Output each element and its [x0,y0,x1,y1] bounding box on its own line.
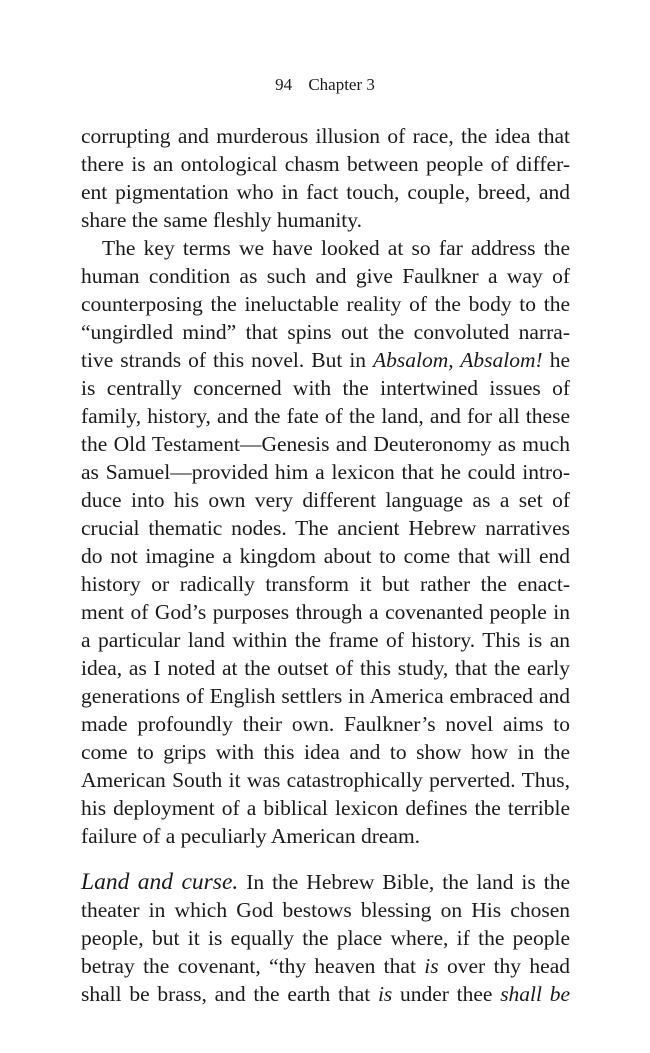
text-line: come to grips with this idea and to show how in the [81,740,570,764]
text-run: shall be brass, and the earth that [81,982,378,1006]
text-line: do not imagine a kingdom about to come that will end [81,544,570,568]
text-line: as Samuel—provided him a lexicon that he could intro- [81,460,570,484]
page-number: 94 [275,75,293,94]
chapter-label: Chapter 3 [308,75,375,94]
text-line: duce into his own very different language as a set of [81,488,570,512]
text-line: history or radically transform it but rather the enact- [81,572,570,596]
text-line: people, but it is equally the place where, if the people [81,926,570,950]
text-line: the Old Testament—Genesis and Deuteronomy as much [81,432,570,456]
text-line [81,868,570,896]
section-heading: Land and curse. [81,869,239,895]
text-line: is centrally concerned with the intertwined issues of [81,376,570,400]
emphasis: shall be [500,982,571,1006]
text-line: American South it was catastrophically perverted. Thus, [81,768,570,792]
text-line: his deployment of a biblical lexicon defines the terrible [81,796,570,820]
text-line [81,346,570,374]
text-line: family, history, and the fate of the land, and for all these [81,404,570,428]
text-line: ment of God’s purposes through a covenanted people in [81,600,570,624]
text-line [81,980,570,1008]
text-run: over thy head [438,954,570,978]
text-line [81,952,570,980]
text-run: betray the covenant, “thy heaven that [81,954,425,978]
text-line: there is an ontological chasm between people of differ- [81,152,570,176]
text-line: counterposing the ineluctable reality of the body to the [81,292,570,316]
text-line: generations of English settlers in America embraced and [81,684,570,708]
text-line: theater in which God bestows blessing on His chosen [81,898,570,922]
text-line: a particular land within the frame of history. This is an [81,628,570,652]
text-line: human condition as such and give Faulkner a way of [81,264,570,288]
text-run: under thee [392,982,501,1006]
running-head [0,74,650,96]
text-line: ent pigmentation who in fact touch, couple, breed, and [81,180,570,204]
text-line: idea, as I noted at the outset of this study, that the early [81,656,570,680]
text-line: crucial thematic nodes. The ancient Hebrew narratives [81,516,570,540]
emphasis: is [377,982,393,1006]
text-line: made profoundly their own. Faulkner’s novel aims to [81,712,570,736]
text-line: The key terms we have looked at so far address the [102,236,570,260]
text-run: he [542,348,570,372]
book-title: Absalom, Absalom! [373,348,543,372]
text-line: failure of a peculiarly American dream. [81,824,421,848]
emphasis: is [424,954,439,978]
text-line: corrupting and murderous illusion of race, the idea that [81,124,570,148]
text-line: share the same fleshly humanity. [81,208,363,232]
text-run: tive strands of this novel. But in [81,348,374,372]
text-run: In the Hebrew Bible, the land is the [238,870,570,894]
text-line: “ungirdled mind” that spins out the convoluted narra- [81,320,570,344]
